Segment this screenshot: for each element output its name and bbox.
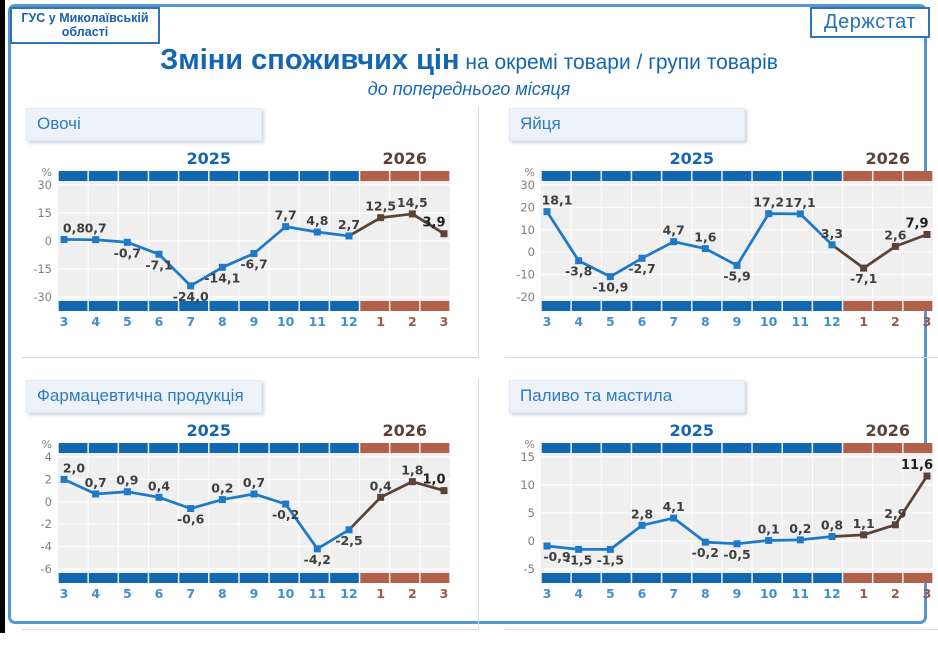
svg-text:1: 1 [376,586,386,601]
svg-text:-7,1: -7,1 [145,257,173,273]
svg-text:17,2: 17,2 [753,194,785,210]
svg-text:-4,2: -4,2 [303,551,332,567]
svg-text:10: 10 [276,314,295,329]
svg-text:12: 12 [340,314,358,329]
derzhstat-logo: Держстат [810,7,930,38]
x-axis-labels [60,586,449,601]
svg-text:8: 8 [700,314,710,329]
svg-text:0,7: 0,7 [84,474,107,490]
svg-text:-5: -5 [523,562,535,576]
svg-text:6: 6 [154,586,164,601]
svg-text:2: 2 [890,314,900,329]
chart-panel-fuel [505,378,938,630]
svg-text:6: 6 [154,314,164,329]
svg-text:2,0: 2,0 [62,460,86,476]
svg-text:0: 0 [527,534,535,548]
svg-text:2: 2 [890,586,900,601]
svg-text:4: 4 [574,586,584,601]
regional-office-badge: ГУС у Миколаївській області [10,7,160,44]
unit-label: % [524,438,535,451]
svg-text:-0,9: -0,9 [543,549,571,565]
svg-text:-14,1: -14,1 [204,270,241,286]
svg-text:8: 8 [217,314,227,329]
svg-text:12: 12 [823,586,841,601]
svg-text:3: 3 [922,586,932,601]
svg-text:11: 11 [791,586,810,601]
svg-text:4,8: 4,8 [306,213,329,229]
svg-text:0,7: 0,7 [242,474,266,490]
chart-title-vegetables: Овочі [26,108,262,141]
chart-vegetables [22,149,458,345]
svg-text:-5,9: -5,9 [723,268,751,284]
chart-panel-pharma [22,378,479,630]
svg-text:12: 12 [340,586,358,601]
svg-text:-2,5: -2,5 [335,532,363,548]
svg-text:0,8: 0,8 [62,220,86,236]
y-axis-labels [33,166,52,304]
svg-text:9: 9 [732,314,742,329]
svg-text:-7,1: -7,1 [849,271,878,287]
svg-text:6: 6 [637,314,647,329]
svg-text:10: 10 [759,586,778,601]
svg-text:11: 11 [791,314,810,329]
svg-text:-0,2: -0,2 [271,507,300,523]
y-axis-labels [41,438,52,576]
chart-eggs [505,149,938,345]
svg-text:5: 5 [605,314,615,329]
svg-text:2,6: 2,6 [884,227,907,243]
svg-text:-10,9: -10,9 [592,279,629,295]
y-axis-labels [516,166,535,304]
svg-text:10: 10 [520,478,535,492]
year-label-2025: 2025 [186,149,232,168]
chart-title-eggs: Яйця [509,108,745,141]
page-title-rest: на окремі товари / групи товарів [459,51,778,74]
svg-text:7: 7 [186,314,196,329]
chart-title-pharma: Фармацевтична продукція [26,380,262,413]
svg-text:-20: -20 [516,290,535,304]
svg-text:8: 8 [700,586,710,601]
svg-text:17,1: 17,1 [784,194,816,210]
y-axis-labels [520,438,535,576]
svg-text:3,3: 3,3 [820,225,844,241]
svg-text:0,9: 0,9 [116,472,139,488]
svg-text:-1,5: -1,5 [596,552,625,568]
unit-label: % [524,166,535,179]
unit-label: % [41,166,52,179]
svg-text:7: 7 [669,586,679,601]
svg-text:5: 5 [605,586,615,601]
svg-text:5: 5 [122,586,132,601]
svg-text:12: 12 [823,314,841,329]
chart-panel-vegetables [22,106,479,358]
year-label-2025: 2025 [669,149,715,168]
year-label-2025: 2025 [186,421,232,440]
svg-text:8: 8 [217,586,227,601]
svg-text:10: 10 [759,314,778,329]
chart-fuel [505,421,938,617]
x-axis-labels [543,586,932,601]
year-label-2026: 2026 [382,149,428,168]
svg-text:-30: -30 [33,290,52,304]
svg-text:0,2: 0,2 [789,520,812,536]
svg-text:-4: -4 [40,539,52,554]
svg-text:4: 4 [44,450,52,464]
svg-text:11: 11 [308,314,327,329]
svg-text:3: 3 [922,314,932,329]
svg-text:30: 30 [37,178,52,192]
svg-text:7,9: 7,9 [905,216,929,232]
svg-text:9: 9 [249,586,259,601]
charts-grid [22,106,934,630]
svg-text:4: 4 [91,586,101,601]
svg-text:-0,5: -0,5 [723,546,751,562]
svg-text:2,7: 2,7 [337,216,361,232]
svg-text:3: 3 [59,586,69,601]
unit-label: % [41,438,52,451]
title-block [0,44,938,100]
svg-text:-2,7: -2,7 [628,261,656,277]
svg-text:-2: -2 [40,517,52,532]
chart-title-fuel: Паливо та мастила [509,380,745,413]
svg-text:-0,7: -0,7 [113,245,142,261]
svg-text:-15: -15 [33,262,52,276]
svg-text:0: 0 [527,245,535,260]
svg-text:9: 9 [732,586,742,601]
svg-text:18,1: 18,1 [541,192,573,208]
svg-text:4,7: 4,7 [662,222,685,238]
year-label-2025: 2025 [669,421,715,440]
year-label-2026: 2026 [382,421,428,440]
svg-text:2: 2 [407,586,417,601]
year-label-2026: 2026 [865,149,911,168]
chart-pharma [22,421,458,617]
svg-text:1,0: 1,0 [422,472,446,488]
svg-text:6: 6 [637,586,647,601]
svg-text:14,5: 14,5 [396,194,428,210]
svg-text:0,2: 0,2 [211,480,234,496]
svg-text:3: 3 [542,586,552,601]
svg-text:-1,5: -1,5 [564,552,593,568]
svg-text:4: 4 [91,314,101,329]
svg-text:3: 3 [542,314,552,329]
x-axis-labels [60,314,449,329]
svg-text:3: 3 [439,586,449,601]
svg-text:0: 0 [44,494,52,509]
svg-text:30: 30 [520,178,535,192]
svg-text:12,5: 12,5 [365,198,397,214]
svg-text:15: 15 [37,206,52,220]
svg-text:7: 7 [186,586,196,601]
svg-text:5: 5 [527,506,535,520]
svg-text:0,8: 0,8 [820,517,844,533]
svg-text:11: 11 [308,586,327,601]
svg-text:-10: -10 [516,267,535,282]
svg-text:15: 15 [520,450,535,464]
page-title [0,44,938,77]
svg-text:20: 20 [520,200,535,215]
svg-text:2: 2 [407,314,417,329]
page-title-bold: Зміни споживчих цін [160,44,460,76]
svg-text:2,9: 2,9 [884,505,907,521]
svg-text:0: 0 [44,234,52,248]
svg-text:0,7: 0,7 [84,220,107,236]
svg-text:3: 3 [439,314,449,329]
svg-text:0,4: 0,4 [147,478,171,494]
page-subtitle: до попереднього місяця [367,79,571,99]
year-label-2026: 2026 [865,421,911,440]
svg-text:11,6: 11,6 [900,458,934,474]
svg-text:0,4: 0,4 [369,478,392,494]
svg-text:10: 10 [276,586,295,601]
svg-text:-6,7: -6,7 [240,256,268,272]
svg-text:3: 3 [59,314,69,329]
plot-area [58,443,450,583]
svg-text:4: 4 [574,314,584,329]
svg-text:1: 1 [859,314,869,329]
svg-text:-0,2: -0,2 [691,545,720,561]
svg-text:-3,8: -3,8 [564,263,593,279]
svg-text:1,8: 1,8 [401,462,424,478]
svg-text:1: 1 [859,586,869,601]
svg-text:2: 2 [44,472,52,487]
svg-text:9: 9 [249,314,259,329]
svg-text:7,7: 7,7 [274,207,297,223]
svg-text:-6: -6 [40,562,52,576]
chart-panel-eggs [505,106,938,358]
svg-text:5: 5 [122,314,132,329]
svg-text:-0,6: -0,6 [176,511,205,527]
svg-text:-24,0: -24,0 [172,288,209,304]
svg-text:7: 7 [669,314,679,329]
svg-text:1,1: 1,1 [852,515,875,531]
svg-text:1: 1 [376,314,386,329]
svg-text:4,1: 4,1 [662,499,685,515]
svg-text:10: 10 [520,222,535,237]
x-axis-labels [543,314,932,329]
svg-text:3,9: 3,9 [422,215,446,231]
svg-text:0,1: 0,1 [757,521,780,537]
svg-text:1,6: 1,6 [694,229,717,245]
svg-text:2,8: 2,8 [630,506,654,522]
